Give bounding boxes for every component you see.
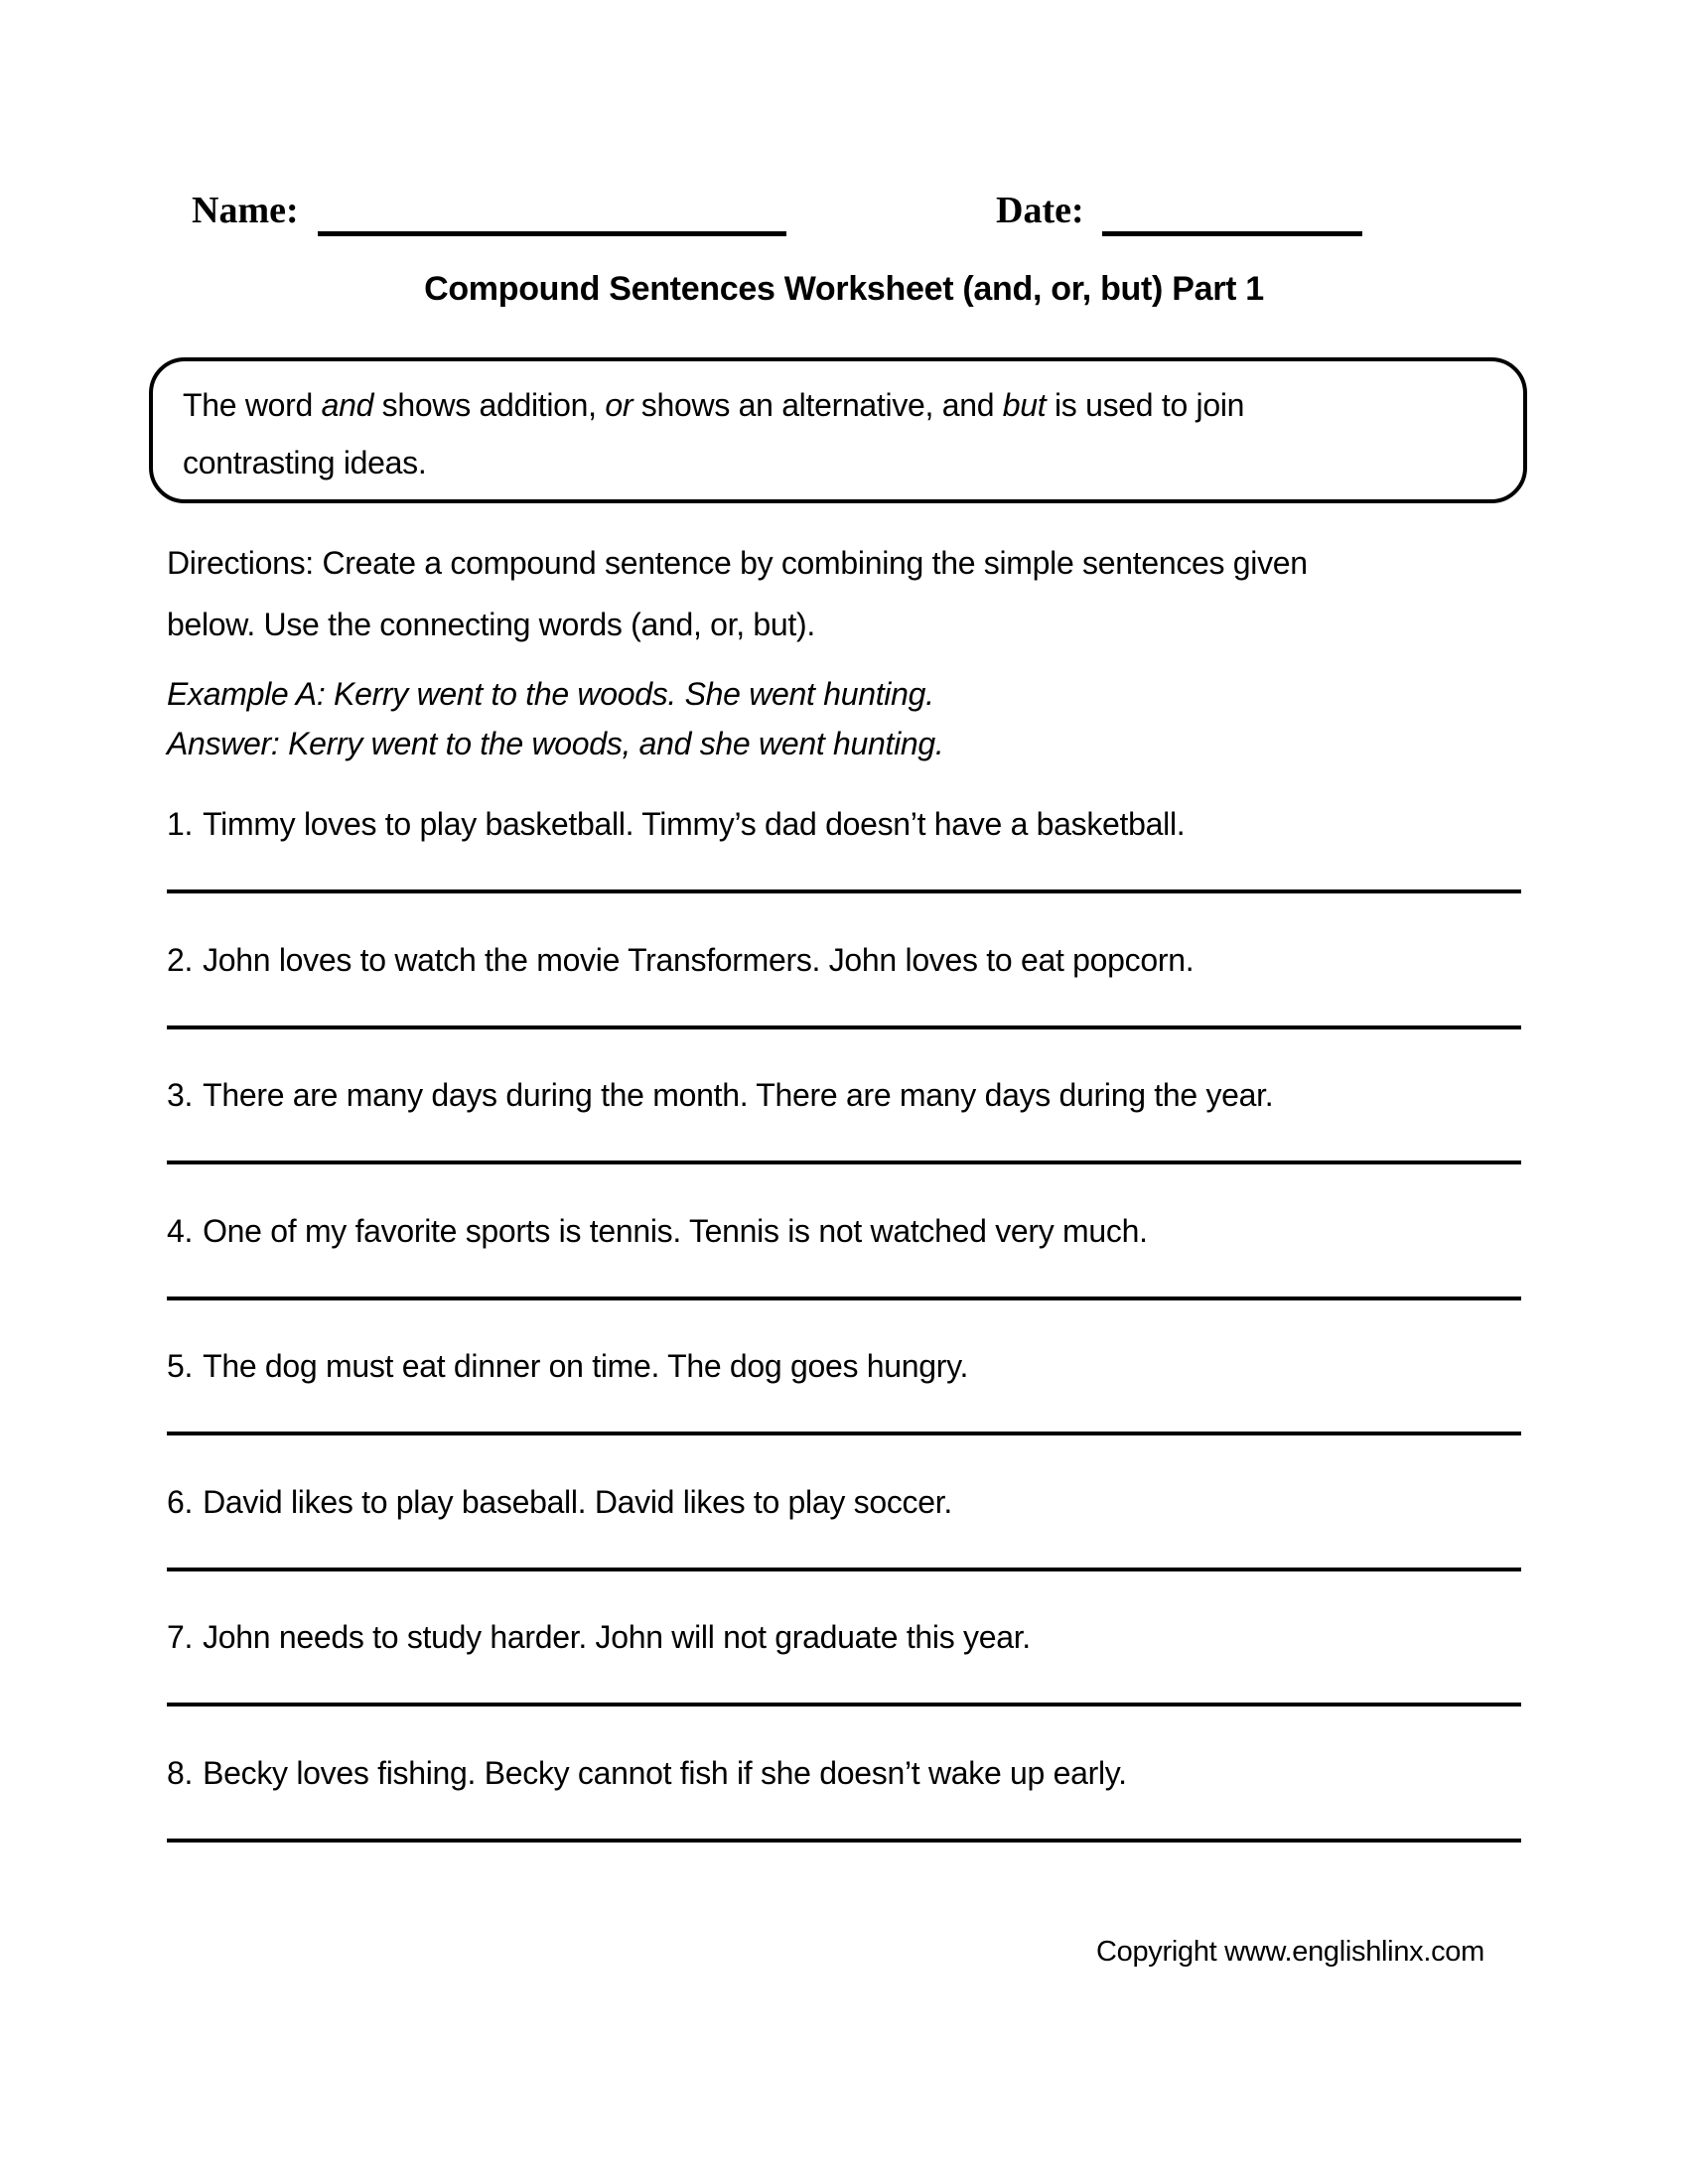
question-item bbox=[167, 1482, 1521, 1522]
question-sentence: 2. John loves to watch the movie Transformers. John loves to eat popcorn. bbox=[167, 942, 1195, 978]
question-item bbox=[167, 1617, 1521, 1657]
question-item bbox=[167, 1211, 1521, 1251]
answer-line bbox=[167, 1839, 1521, 1843]
answer-line bbox=[167, 1297, 1521, 1300]
question-sentence: 5. The dog must eat dinner on time. The dog goes hungry. bbox=[167, 1348, 969, 1384]
answer-line bbox=[167, 1703, 1521, 1706]
question-number: 3. bbox=[167, 1077, 194, 1113]
question-number: 4. bbox=[167, 1213, 194, 1249]
question-item bbox=[167, 1753, 1521, 1793]
info-box-line-1: The word and shows addition, or shows an alternative, and but is used to join bbox=[183, 387, 1245, 423]
worksheet-title: Compound Sentences Worksheet (and, or, but) Part 1 bbox=[424, 270, 1264, 308]
date-label: Date: bbox=[996, 190, 1084, 231]
question-item bbox=[167, 1075, 1521, 1115]
answer-example-line: Answer: Kerry went to the woods, and she went hunting. bbox=[167, 726, 944, 761]
example-block bbox=[167, 669, 943, 768]
name-label: Name: bbox=[192, 190, 299, 231]
question-sentence: 4. One of my favorite sports is tennis. Tennis is not watched very much. bbox=[167, 1213, 1148, 1249]
info-box-text bbox=[153, 361, 1523, 491]
answer-line bbox=[167, 1025, 1521, 1029]
question-sentence: 7. John needs to study harder. John will not graduate this year. bbox=[167, 1619, 1031, 1655]
answer-line bbox=[167, 1568, 1521, 1571]
question-sentence: 6. David likes to play baseball. David likes to play soccer. bbox=[167, 1484, 952, 1520]
info-box-line-2: contrasting ideas. bbox=[183, 445, 427, 480]
directions-line-2: below. Use the connecting words (and, or, but). bbox=[167, 607, 815, 642]
question-item bbox=[167, 940, 1521, 980]
question-item bbox=[167, 1346, 1521, 1386]
example-line: Example A: Kerry went to the woods. She went hunting. bbox=[167, 676, 934, 712]
question-item bbox=[167, 804, 1521, 844]
question-sentence: 3. There are many days during the month. There are many days during the year. bbox=[167, 1077, 1274, 1113]
name-blank-line bbox=[318, 231, 786, 236]
question-number: 6. bbox=[167, 1484, 194, 1520]
question-number: 5. bbox=[167, 1348, 194, 1384]
question-number: 8. bbox=[167, 1755, 194, 1791]
question-sentence: 8. Becky loves fishing. Becky cannot fish if she doesn’t wake up early. bbox=[167, 1755, 1127, 1791]
question-number: 1. bbox=[167, 806, 194, 842]
directions-text bbox=[167, 532, 1308, 655]
directions-line-1: Directions: Create a compound sentence by combining the simple sentences given bbox=[167, 545, 1308, 581]
answer-line bbox=[167, 1432, 1521, 1435]
date-blank-line bbox=[1102, 231, 1362, 236]
info-box bbox=[149, 357, 1527, 503]
answer-line bbox=[167, 1160, 1521, 1164]
copyright-text: Copyright www.englishlinx.com bbox=[1095, 1936, 1484, 1968]
question-number: 7. bbox=[167, 1619, 194, 1655]
answer-line bbox=[167, 889, 1521, 893]
question-number: 2. bbox=[167, 942, 194, 978]
question-sentence: 1. Timmy loves to play basketball. Timmy’s dad doesn’t have a basketball. bbox=[167, 806, 1186, 842]
